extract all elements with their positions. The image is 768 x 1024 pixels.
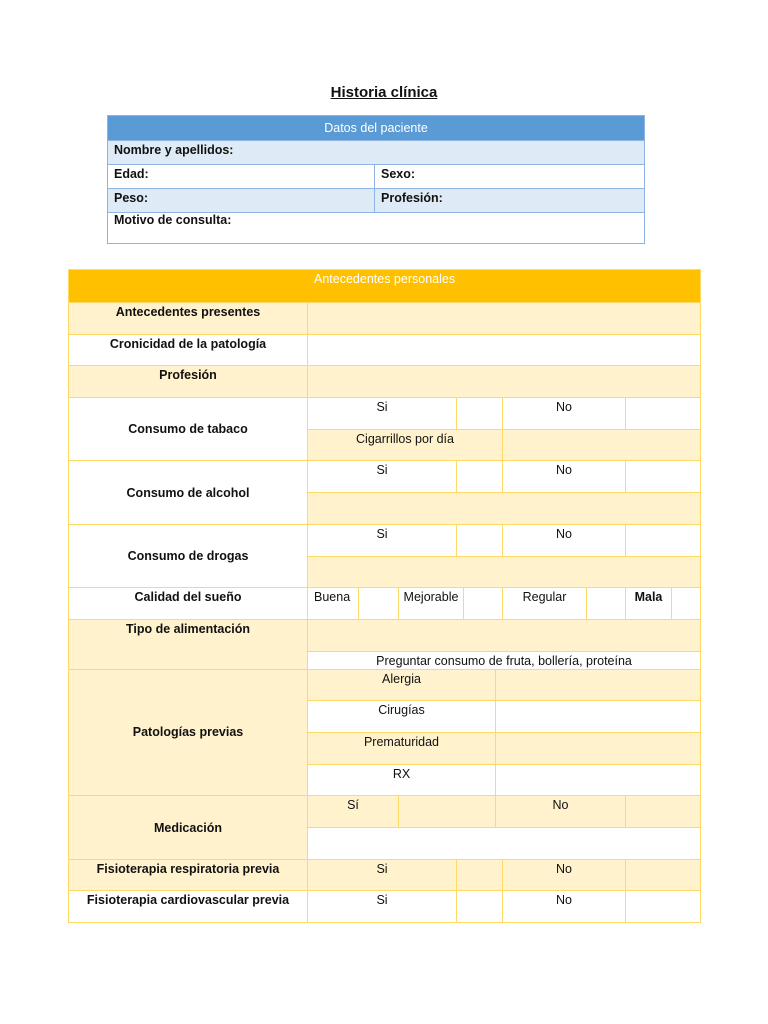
- profesion-value[interactable]: [308, 366, 701, 398]
- fisio-resp-label: Fisioterapia respiratoria previa: [69, 859, 308, 891]
- sleep-option-regular: Regular: [503, 588, 587, 620]
- fisio-resp-si-label: Si: [308, 859, 457, 891]
- pathology-cirugias: Cirugías: [308, 701, 496, 733]
- presentes-label: Antecedentes presentes: [69, 303, 308, 335]
- antecedents-table: [68, 269, 701, 923]
- alcohol-label: Consumo de alcohol: [69, 461, 308, 524]
- drogas-si-box[interactable]: [457, 524, 503, 556]
- alcohol-no-label: No: [503, 461, 626, 493]
- cronicidad-label: Cronicidad de la patología: [69, 334, 308, 366]
- tabaco-no-label: No: [503, 398, 626, 430]
- tabaco-si-box[interactable]: [457, 398, 503, 430]
- profesion-label: Profesión: [69, 366, 308, 398]
- sleep-option-mejorable: Mejorable: [399, 588, 464, 620]
- alimentacion-value[interactable]: [308, 619, 701, 651]
- sleep-mala-box[interactable]: [672, 588, 701, 620]
- alcohol-si-box[interactable]: [457, 461, 503, 493]
- sex-field[interactable]: Sexo:: [375, 165, 645, 189]
- sleep-mejorable-box[interactable]: [464, 588, 503, 620]
- medicacion-si-box[interactable]: [399, 796, 496, 828]
- drogas-detail[interactable]: [308, 556, 701, 588]
- sueno-label: Calidad del sueño: [69, 588, 308, 620]
- sleep-regular-box[interactable]: [587, 588, 626, 620]
- patient-data-header: Datos del paciente: [108, 116, 645, 141]
- cigarrillos-label: Cigarrillos por día: [308, 429, 503, 461]
- fisio-resp-si-box[interactable]: [457, 859, 503, 891]
- cronicidad-value[interactable]: [308, 334, 701, 366]
- age-field[interactable]: Edad:: [108, 165, 375, 189]
- pathology-prematuridad-value[interactable]: [496, 732, 701, 764]
- drogas-label: Consumo de drogas: [69, 524, 308, 587]
- alcohol-no-box[interactable]: [626, 461, 701, 493]
- fisio-cardio-si-box[interactable]: [457, 891, 503, 923]
- sleep-option-mala: Mala: [626, 588, 672, 620]
- tabaco-label: Consumo de tabaco: [69, 398, 308, 461]
- fisio-cardio-si-label: Si: [308, 891, 457, 923]
- cigarrillos-value[interactable]: [503, 429, 701, 461]
- drogas-no-box[interactable]: [626, 524, 701, 556]
- sleep-buena-box[interactable]: [359, 588, 399, 620]
- pathology-rx-value[interactable]: [496, 764, 701, 796]
- drogas-si-label: Si: [308, 524, 457, 556]
- medicacion-no-box[interactable]: [626, 796, 701, 828]
- alimentacion-label: Tipo de alimentación: [69, 619, 308, 669]
- pathology-rx: RX: [308, 764, 496, 796]
- pathology-alergia-value[interactable]: [496, 669, 701, 701]
- medicacion-detail[interactable]: [308, 828, 701, 860]
- fisio-cardio-no-box[interactable]: [626, 891, 701, 923]
- alcohol-si-label: Si: [308, 461, 457, 493]
- weight-field[interactable]: Peso:: [108, 189, 375, 213]
- fisio-cardio-no-label: No: [503, 891, 626, 923]
- patient-data-table: [107, 115, 645, 244]
- alcohol-detail[interactable]: [308, 493, 701, 525]
- drogas-no-label: No: [503, 524, 626, 556]
- medicacion-label: Medicación: [69, 796, 308, 859]
- antecedents-header: Antecedentes personales: [69, 270, 701, 303]
- patologias-label: Patologías previas: [69, 669, 308, 796]
- medicacion-si-label: Sí: [308, 796, 399, 828]
- diet-note: Preguntar consumo de fruta, bollería, proteína: [308, 651, 701, 669]
- fisio-resp-no-box[interactable]: [626, 859, 701, 891]
- pathology-prematuridad: Prematuridad: [308, 732, 496, 764]
- fisio-resp-no-label: No: [503, 859, 626, 891]
- pathology-alergia: Alergia: [308, 669, 496, 701]
- name-field[interactable]: Nombre y apellidos:: [108, 141, 645, 165]
- reason-field[interactable]: Motivo de consulta:: [108, 213, 645, 244]
- medicacion-no-label: No: [496, 796, 626, 828]
- fisio-cardio-label: Fisioterapia cardiovascular previa: [69, 891, 308, 923]
- pathology-cirugias-value[interactable]: [496, 701, 701, 733]
- page-title: Historia clínica: [330, 84, 438, 101]
- tabaco-si-label: Si: [308, 398, 457, 430]
- presentes-value[interactable]: [308, 303, 701, 335]
- sleep-option-buena: Buena: [308, 588, 359, 620]
- profession-field[interactable]: Profesión:: [375, 189, 645, 213]
- tabaco-no-box[interactable]: [626, 398, 701, 430]
